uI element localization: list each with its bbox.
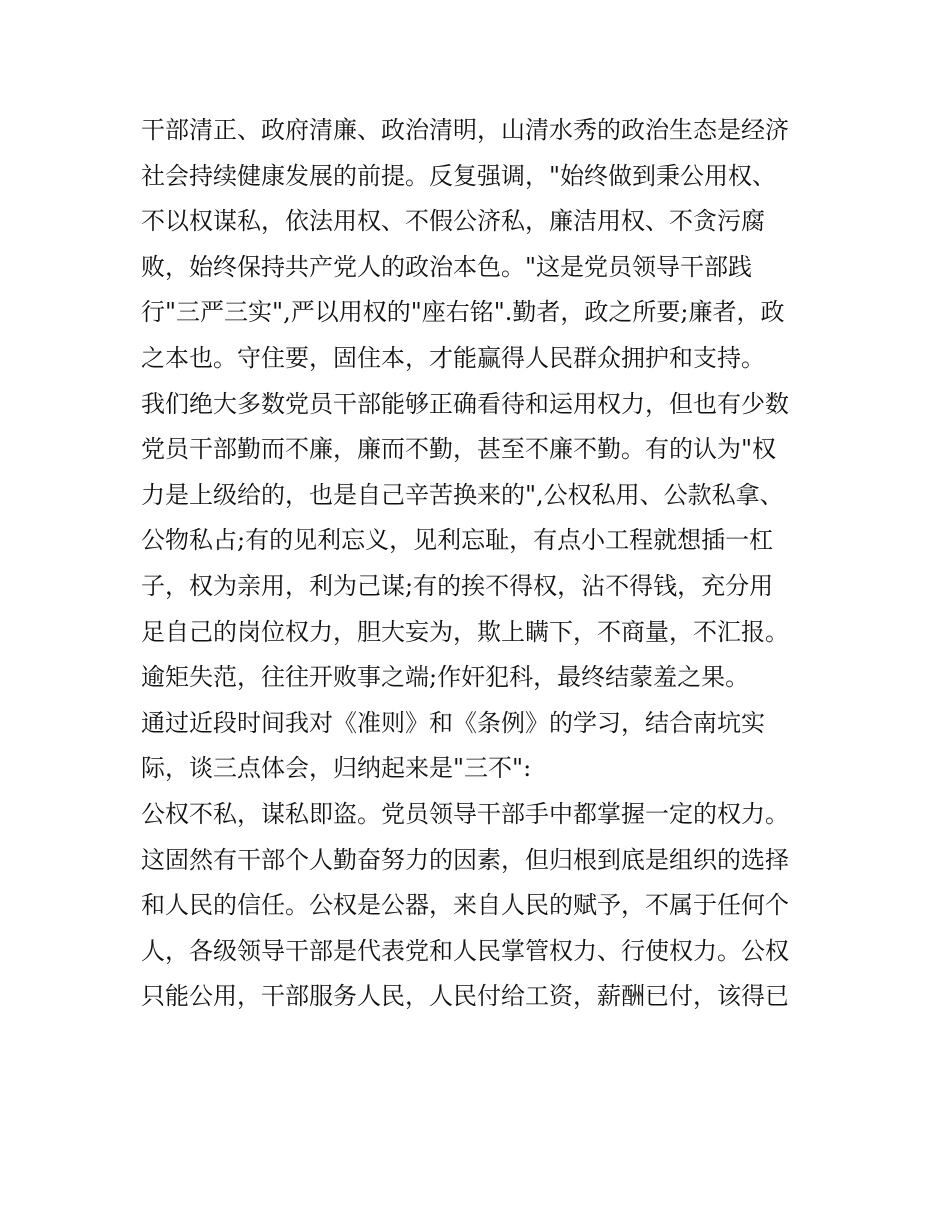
text-line-6: 之本也。守住要，固住本，才能赢得人民群众拥护和支持。 bbox=[141, 343, 765, 372]
text-line-11: 子，权为亲用，利为己谋;有的挨不得权，沾不得钱，充分用 bbox=[141, 571, 774, 600]
text-line-9: 力是上级给的，也是自己辛苦换来的",公权私用、公款私拿、 bbox=[141, 480, 784, 509]
text-line-15: 际，谈三点体会，归纳起来是"三不": bbox=[141, 754, 532, 783]
text-line-8: 党员干部勤而不廉，廉而不勤，甚至不廉不勤。有的认为"权 bbox=[141, 435, 777, 464]
text-line-16: 公权不私，谋私即盗。党员领导干部手中都掌握一定的权力。 bbox=[141, 799, 789, 828]
text-line-10: 公物私占;有的见利忘义，见利忘耻，有点小工程就想插一杠 bbox=[141, 526, 774, 555]
text-line-7: 我们绝大多数党员干部能够正确看待和运用权力，但也有少数 bbox=[141, 389, 789, 418]
text-line-13: 逾矩失范，往往开败事之端;作奸犯科，最终结蒙羞之果。 bbox=[141, 663, 750, 692]
text-line-18: 和人民的信任。公权是公器，来自人民的赋予，不属于任何个 bbox=[141, 891, 789, 920]
body-text bbox=[141, 108, 821, 1020]
text-line-12: 足自己的岗位权力，胆大妄为，欺上瞒下，不商量，不汇报。 bbox=[141, 617, 789, 646]
text-line-3: 不以权谋私，依法用权、不假公济私，廉洁用权、不贪污腐 bbox=[141, 207, 765, 236]
text-line-17: 这固然有干部个人勤奋努力的因素，但归根到底是组织的选择 bbox=[141, 845, 789, 874]
text-line-1: 干部清正、政府清廉、政治清明，山清水秀的政治生态是经济 bbox=[141, 116, 789, 144]
text-line-19: 人，各级领导干部是代表党和人民掌管权力、行使权力。公权 bbox=[141, 936, 789, 965]
text-line-20: 只能公用，干部服务人民，人民付给工资，薪酬已付，该得已 bbox=[141, 982, 789, 1011]
text-line-5: 行"三严三实",严以用权的"座右铭".勤者，政之所要;廉者，政 bbox=[141, 298, 785, 327]
text-line-14: 通过近段时间我对《准则》和《条例》的学习，结合南坑实 bbox=[141, 708, 765, 737]
text-line-4: 败，始终保持共产党人的政治本色。"这是党员领导干部践 bbox=[141, 252, 753, 281]
text-line-2: 社会持续健康发展的前提。反复强调，"始终做到秉公用权、 bbox=[141, 161, 777, 190]
